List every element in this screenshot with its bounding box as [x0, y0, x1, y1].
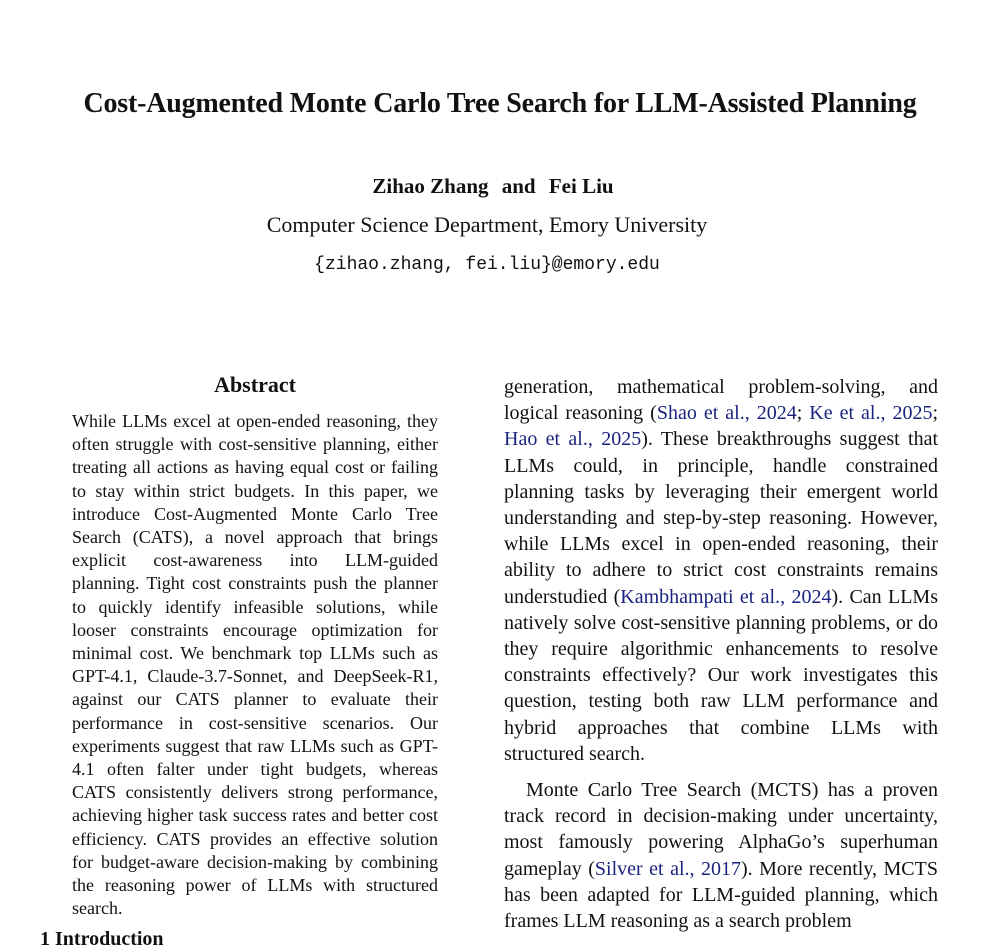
citation-link[interactable]: Silver et al., 2017 [594, 857, 741, 880]
author-joiner: and [501, 174, 536, 198]
abstract-body: While LLMs excel at open-ended reasoning, they often struggle with cost-sensitive planning, either treating all actions as having equal cost or failing to stay within strict budgets. In this paper, we introduce Cost-Augmented Monte Carlo Tree Search (CATS), a novel approach that brings explicit cost-awareness into LLM-guided planning. Tight cost constraints push the planner to quickly identify infeasible solutions, while looser constraints encourage optimization for minimal cost. We benchmark top LLMs such as GPT-4.1, Claude-3.7-Sonnet, and DeepSeek-R1, against our CATS planner to evaluate their performance in cost-sensitive scenarios. Our experiments suggest that raw LLMs such as GPT-4.1 often falter under tight budgets, whereas CATS consistently delivers strong performance, achieving higher task success rates and better cost efficiency. CATS provides an effective solution for budget-aware decision-making by combining the reasoning power of LLMs with structured search. [72, 411, 438, 919]
paper-title: Cost-Augmented Monte Carlo Tree Search for LLM-Assisted Planning [83, 88, 917, 119]
citation-link[interactable]: Shao et al., 2024 [656, 402, 797, 425]
author-name: Fei Liu [548, 174, 614, 198]
abstract-heading: Abstract [214, 372, 296, 397]
citation-link[interactable]: Ke et al., 2025 [809, 402, 933, 425]
intro-column [504, 374, 938, 934]
affiliation: Computer Science Department, Emory University [266, 212, 708, 237]
citation-link[interactable]: Kambhampati et al., 2024 [620, 585, 832, 608]
intro-paragraph-2: Monte Carlo Tree Search (MCTS) has a proven track record in decision-making under uncertainty, most famously powering AlphaGo’s superhuman gameplay (Silver et al., 2017). More recently, MCTS has been adapted for LLM-guided planning, which frames LLM reasoning as a search problem [504, 779, 938, 933]
author-list [0, 174, 986, 199]
author-email: {zihao.zhang, fei.liu}@emory.edu [314, 255, 660, 275]
intro-paragraph-1: generation, mathematical problem-solving, and logical reasoning (Shao et al., 2024; Ke et al., 2025; Hao et al., 2025). These breakthroughs suggest that LLMs could, in principle, handle constrained planning tasks by leveraging their emergent world understanding and step-by-step reasoning. However, while LLMs excel in open-ended reasoning, their ability to adhere to strict cost constraints remains understudied (Kambhampati et al., 2024). Can LLMs natively solve cost-sensitive planning problems, or do they require algorithmic enhancements to resolve constraints effectively? Our work investigates this question, testing both raw LLM performance and hybrid approaches that combine LLMs with structured search. [504, 376, 939, 765]
citation-link[interactable]: Hao et al., 2025 [504, 428, 642, 451]
section-heading: 1 Introduction [40, 928, 164, 950]
author-name: Zihao Zhang [372, 174, 489, 198]
